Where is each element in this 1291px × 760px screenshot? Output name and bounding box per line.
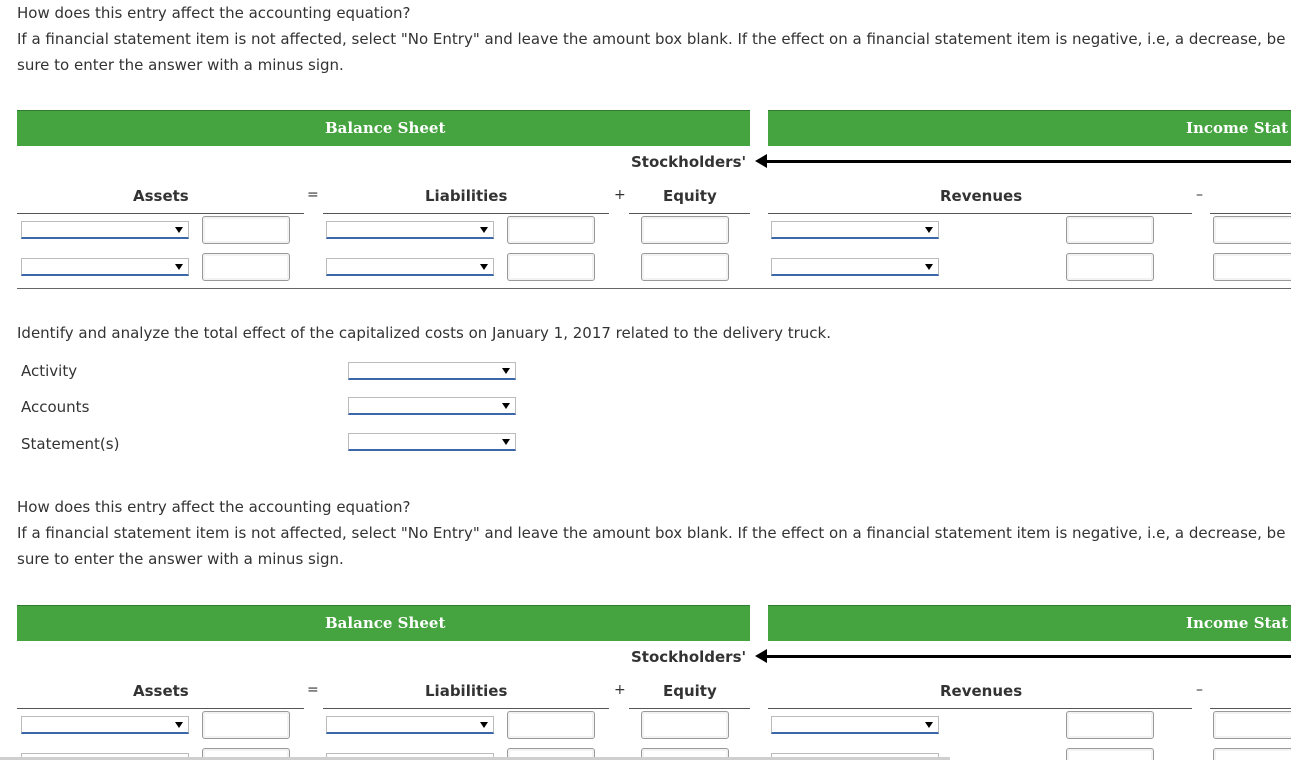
revenues-amount-input[interactable] (1066, 748, 1154, 760)
table-body (17, 145, 1291, 289)
assets-account-select[interactable] (21, 221, 189, 239)
expenses-amount-input[interactable] (1213, 253, 1291, 281)
liabilities-label: Liabilities (425, 187, 508, 205)
liabilities-account-select[interactable] (326, 258, 494, 276)
assets-amount-input[interactable] (202, 253, 290, 281)
expenses-amount-input[interactable] (1213, 711, 1291, 739)
revenues-underline (768, 708, 1192, 709)
equity-amount-input[interactable] (641, 253, 729, 281)
expenses-underline (1210, 708, 1291, 709)
accounting-equation-table-1 (17, 110, 1291, 289)
liabilities-underline (323, 213, 609, 214)
revenues-account-select[interactable] (771, 221, 939, 239)
assets-amount-input[interactable] (202, 711, 290, 739)
stockholders-label: Stockholders' (631, 648, 747, 666)
revenues-account-select[interactable] (771, 716, 939, 734)
instructions-text: If a financial statement item is not affected, select "No Entry" and leave the amount box blank. If the effect on a financial statement item is negative, i.e, a decrease, be sure to enter the answer with a minus sign. (17, 30, 1286, 74)
expenses-amount-input[interactable] (1213, 748, 1291, 760)
accounts-select[interactable] (348, 397, 516, 415)
revenues-label: Revenues (940, 682, 1023, 700)
revenues-underline (768, 213, 1192, 214)
equals-sign: = (307, 682, 319, 698)
expenses-amount-input[interactable] (1213, 216, 1291, 244)
accounts-label: Accounts (21, 398, 90, 416)
activity-select[interactable] (348, 362, 516, 380)
revenues-amount-input[interactable] (1066, 253, 1154, 281)
balance-sheet-title: Balance Sheet (325, 614, 446, 632)
minus-sign: – (1196, 187, 1203, 203)
liabilities-account-select[interactable] (326, 221, 494, 239)
equals-sign: = (307, 187, 319, 203)
balance-sheet-header (17, 110, 750, 146)
question-text: How does this entry affect the accounting equation? (17, 498, 411, 516)
income-statement-header (768, 110, 1291, 146)
assets-account-select[interactable] (21, 716, 189, 734)
statements-label: Statement(s) (21, 435, 120, 453)
liabilities-amount-input[interactable] (507, 711, 595, 739)
statements-select[interactable] (348, 433, 516, 451)
equity-amount-input[interactable] (641, 216, 729, 244)
income-statement-title: Income Stat (1186, 614, 1289, 632)
equity-underline (629, 213, 750, 214)
expenses-underline (1210, 213, 1291, 214)
assets-account-select[interactable] (21, 258, 189, 276)
equity-label: Equity (663, 682, 717, 700)
assets-underline (17, 213, 304, 214)
revenues-amount-input[interactable] (1066, 711, 1154, 739)
assets-amount-input[interactable] (202, 216, 290, 244)
arrow-line (765, 655, 1291, 658)
revenues-label: Revenues (940, 187, 1023, 205)
accounting-equation-table-2 (17, 605, 1291, 760)
table-body (17, 640, 1291, 760)
liabilities-label: Liabilities (425, 682, 508, 700)
plus-sign: + (614, 682, 626, 698)
liabilities-amount-input[interactable] (507, 216, 595, 244)
assets-label: Assets (133, 682, 189, 700)
assets-label: Assets (133, 187, 189, 205)
liabilities-amount-input[interactable] (507, 253, 595, 281)
income-statement-header (768, 605, 1291, 641)
equity-amount-input[interactable] (641, 711, 729, 739)
analysis-prompt: Identify and analyze the total effect of the capitalized costs on January 1, 2017 related to the delivery truck. (17, 324, 831, 342)
instructions-block-2 (17, 494, 1287, 572)
instructions-text: If a financial statement item is not affected, select "No Entry" and leave the amount box blank. If the effect on a financial statement item is negative, i.e, a decrease, be sure to enter the answer with a minus sign. (17, 524, 1286, 568)
stockholders-label: Stockholders' (631, 153, 747, 171)
liabilities-underline (323, 708, 609, 709)
arrow-line (765, 160, 1291, 163)
revenues-amount-input[interactable] (1066, 216, 1154, 244)
equity-label: Equity (663, 187, 717, 205)
income-statement-title: Income Stat (1186, 119, 1289, 137)
activity-label: Activity (21, 362, 78, 380)
assets-underline (17, 708, 304, 709)
balance-sheet-header (17, 605, 750, 641)
revenues-account-select[interactable] (771, 258, 939, 276)
balance-sheet-title: Balance Sheet (325, 119, 446, 137)
minus-sign: – (1196, 682, 1203, 698)
instructions-block-1 (17, 0, 1287, 78)
question-text: How does this entry affect the accounting equation? (17, 4, 411, 22)
liabilities-account-select[interactable] (326, 716, 494, 734)
equity-underline (629, 708, 750, 709)
plus-sign: + (614, 187, 626, 203)
